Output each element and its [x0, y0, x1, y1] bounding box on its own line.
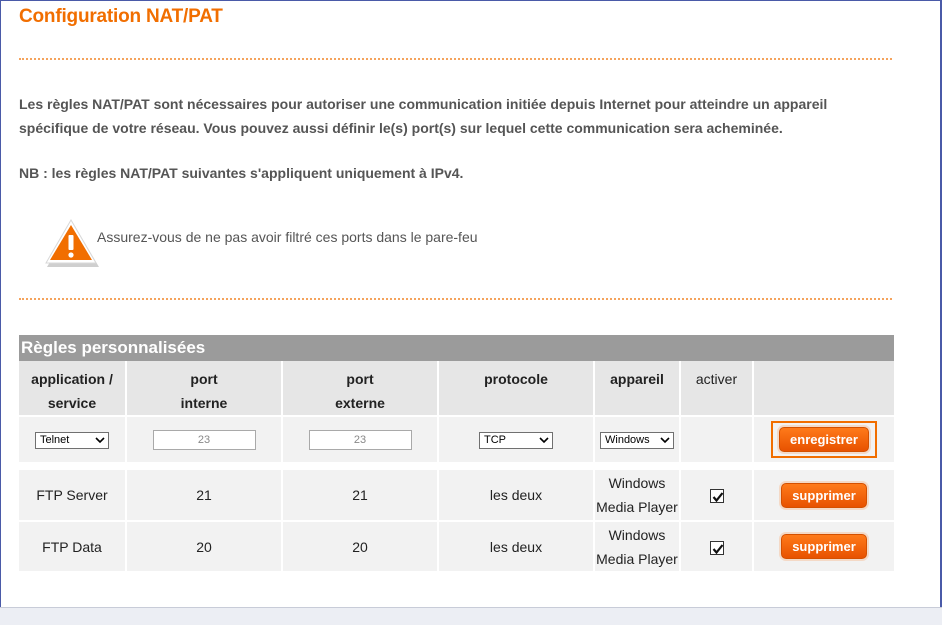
device-line: Windows [608, 475, 666, 491]
table-caption: Règles personnalisées [19, 335, 894, 361]
protocol-cell: les deux [438, 470, 594, 521]
chevron-down-icon [539, 436, 549, 444]
dotted-divider [19, 58, 892, 60]
header-text: interne [180, 395, 228, 411]
header-text: port [190, 371, 218, 387]
page-title: Configuration NAT/PAT [19, 6, 223, 27]
protocol-select-value: TCP [484, 434, 506, 446]
cell [19, 462, 894, 470]
column-header-internal-port [126, 361, 282, 416]
service-cell: FTP Server [19, 470, 126, 521]
device-cell [594, 470, 680, 521]
cell [19, 416, 126, 462]
actions-cell [753, 521, 894, 572]
delete-button[interactable]: supprimer [781, 483, 867, 508]
enable-cell [680, 470, 753, 521]
header-text: externe [335, 395, 385, 411]
external-port-cell: 20 [282, 521, 438, 572]
table-row [19, 470, 894, 521]
warning-icon [42, 217, 100, 269]
cell [753, 416, 894, 462]
column-header-device: appareil [594, 361, 680, 416]
device-select[interactable] [600, 432, 674, 449]
protocol-cell: les deux [438, 521, 594, 572]
table-row [19, 521, 894, 572]
device-line: Media Player [596, 499, 678, 515]
device-cell [594, 521, 680, 572]
column-header-actions [753, 361, 894, 416]
dotted-divider [19, 298, 892, 300]
device-line: Media Player [596, 550, 678, 567]
header-text: application / [31, 371, 113, 387]
device-select-value: Windows [605, 434, 650, 446]
service-select[interactable] [35, 432, 109, 449]
protocol-select[interactable] [479, 432, 553, 449]
external-port-cell: 21 [282, 470, 438, 521]
header-text: port [346, 371, 374, 387]
enable-checkbox[interactable] [710, 541, 724, 555]
column-header-service [19, 361, 126, 416]
device-line: Windows [608, 526, 666, 543]
internal-port-cell: 20 [126, 521, 282, 572]
intro-line: Les règles NAT/PAT sont nécessaires pour autoriser une communication initiée depuis Internet pour atteindre un appareil [19, 96, 828, 112]
cell [594, 416, 680, 462]
check-icon [711, 490, 725, 504]
column-header-protocol: protocole [438, 361, 594, 416]
column-header-external-port [282, 361, 438, 416]
enable-checkbox[interactable] [710, 489, 724, 503]
internal-port-input[interactable]: 23 [153, 430, 256, 450]
actions-cell [753, 470, 894, 521]
chevron-down-icon [660, 436, 670, 444]
ipv4-note: NB : les règles NAT/PAT suivantes s'appliquent uniquement à IPv4. [19, 165, 464, 181]
service-select-value: Telnet [40, 434, 70, 446]
intro-text [19, 92, 899, 140]
external-port-input[interactable]: 23 [309, 430, 412, 450]
chevron-down-icon [95, 436, 105, 444]
enable-cell [680, 521, 753, 572]
new-rule-row [19, 416, 894, 462]
header-text: service [47, 395, 97, 411]
cell [438, 416, 594, 462]
cell [126, 416, 282, 462]
service-cell: FTP Data [19, 521, 126, 572]
cell [680, 416, 753, 462]
save-button[interactable]: enregistrer [779, 427, 869, 452]
intro-line: spécifique de votre réseau. Vous pouvez aussi définir le(s) port(s) sur lequel cette communication sera acheminée. [19, 120, 783, 136]
save-button-focus-ring [771, 421, 877, 458]
table-header-row [19, 361, 894, 416]
footer-band [0, 607, 942, 625]
custom-rules-table [19, 335, 894, 573]
delete-button[interactable]: supprimer [781, 534, 867, 559]
firewall-warning-text: Assurez-vous de ne pas avoir filtré ces ports dans le pare-feu [97, 229, 478, 245]
row-spacer [19, 462, 894, 470]
column-header-enable: activer [680, 361, 753, 416]
check-icon [711, 542, 725, 556]
cell [282, 416, 438, 462]
internal-port-cell: 21 [126, 470, 282, 521]
